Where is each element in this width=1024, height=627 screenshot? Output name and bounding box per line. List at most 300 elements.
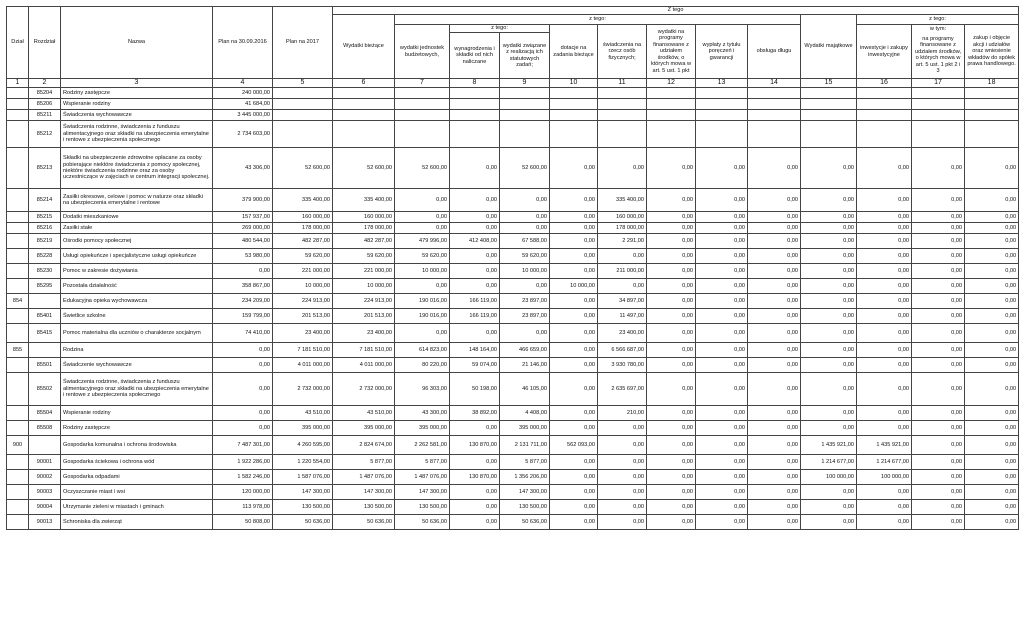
cell-value: 0,00 [647, 373, 696, 406]
cell-value: 0,00 [213, 343, 273, 358]
cell-value [696, 88, 748, 99]
cell-value: 0,00 [647, 264, 696, 279]
cell-rozdzial: 85502 [29, 373, 61, 406]
cell-value: 0,00 [647, 309, 696, 324]
cell-value: 562 093,00 [550, 436, 598, 455]
cell-value: 0,00 [598, 148, 647, 189]
cell-value: 0,00 [450, 249, 500, 264]
cell-value: 0,00 [647, 421, 696, 436]
cell-nazwa: Edukacyjna opieka wychowawcza [61, 294, 213, 309]
cell-rozdzial: 85211 [29, 110, 61, 121]
cell-value: 0,00 [965, 406, 1019, 421]
cell-nazwa: Rodziny zastępcze [61, 421, 213, 436]
cell-value: 23 897,00 [500, 309, 550, 324]
cell-value: 0,00 [857, 148, 912, 189]
cell-value [857, 121, 912, 148]
cell-value [801, 110, 857, 121]
cell-value: 0,00 [965, 373, 1019, 406]
cell-value [550, 88, 598, 99]
cell-value: 0,00 [965, 485, 1019, 500]
cell-value: 0,00 [857, 223, 912, 234]
table-row [7, 212, 1019, 223]
cell-value: 159 799,00 [213, 309, 273, 324]
cell-value: 0,00 [748, 373, 801, 406]
cell-value: 0,00 [696, 212, 748, 223]
cell-value: 358 867,00 [213, 279, 273, 294]
cell-value: 0,00 [647, 515, 696, 530]
cell-value: 2 131 711,00 [500, 436, 550, 455]
cell-value: 52 600,00 [273, 148, 333, 189]
cell-value: 0,00 [857, 485, 912, 500]
cell-value: 2 291,00 [598, 234, 647, 249]
cell-rozdzial [29, 294, 61, 309]
cell-value: 0,00 [857, 324, 912, 343]
cell-value: 0,00 [801, 358, 857, 373]
cell-value: 0,00 [696, 309, 748, 324]
cell-value [647, 121, 696, 148]
cell-value: 0,00 [550, 234, 598, 249]
cell-value [273, 110, 333, 121]
cell-dzial [7, 309, 29, 324]
cell-nazwa: Świadczenie wychowawcze [61, 358, 213, 373]
cell-value: 0,00 [696, 324, 748, 343]
cell-value [965, 110, 1019, 121]
cell-value: 0,00 [550, 358, 598, 373]
cell-value: 0,00 [598, 485, 647, 500]
cell-nazwa: Gospodarka komunalna i ochrona środowiska [61, 436, 213, 455]
cell-value: 0,00 [696, 279, 748, 294]
cell-value: 0,00 [748, 470, 801, 485]
cell-value: 221 000,00 [333, 264, 395, 279]
col-wydatki-biezace: Wydatki bieżące [333, 15, 395, 79]
cell-value: 160 000,00 [333, 212, 395, 223]
cell-value: 50 636,00 [273, 515, 333, 530]
cell-value: 100 000,00 [801, 470, 857, 485]
table-row [7, 223, 1019, 234]
table-row [7, 264, 1019, 279]
cell-value: 0,00 [912, 212, 965, 223]
cell-dzial [7, 223, 29, 234]
cell-value: 0,00 [748, 189, 801, 212]
cell-value: 7 487 301,00 [213, 436, 273, 455]
cell-value: 166 119,00 [450, 309, 500, 324]
cell-value: 0,00 [550, 373, 598, 406]
cell-value: 52 600,00 [333, 148, 395, 189]
cell-value: 0,00 [500, 324, 550, 343]
cell-value: 0,00 [965, 279, 1019, 294]
cell-rozdzial: 85219 [29, 234, 61, 249]
cell-value: 0,00 [550, 189, 598, 212]
cell-value [273, 121, 333, 148]
cell-value: 0,00 [647, 148, 696, 189]
cell-value: 130 500,00 [273, 500, 333, 515]
cell-value: 0,00 [598, 500, 647, 515]
cell-value [395, 88, 450, 99]
cell-value: 43 306,00 [213, 148, 273, 189]
cell-value: 0,00 [450, 421, 500, 436]
cell-value [965, 121, 1019, 148]
cell-value: 0,00 [647, 294, 696, 309]
cell-value: 23 400,00 [273, 324, 333, 343]
cell-dzial [7, 358, 29, 373]
cell-value: 379 900,00 [213, 189, 273, 212]
cell-value: 0,00 [748, 264, 801, 279]
col-w-tym: w tym: [912, 25, 965, 33]
cell-value: 0,00 [647, 436, 696, 455]
cell-value: 52 600,00 [395, 148, 450, 189]
cell-value: 0,00 [647, 212, 696, 223]
col-rozdzial: Rozdział [29, 7, 61, 79]
cell-value: 0,00 [647, 406, 696, 421]
cell-nazwa: Gospodarka odpadami [61, 470, 213, 485]
cell-value [801, 88, 857, 99]
cell-value: 100 000,00 [857, 470, 912, 485]
cell-value: 0,00 [965, 212, 1019, 223]
cell-value: 0,00 [696, 343, 748, 358]
cell-value: 0,00 [450, 324, 500, 343]
cell-value: 1 214 677,00 [857, 455, 912, 470]
cell-value [801, 121, 857, 148]
cell-value: 5 877,00 [500, 455, 550, 470]
cell-value: 23 400,00 [598, 324, 647, 343]
cell-value: 130 870,00 [450, 470, 500, 485]
cell-value: 0,00 [647, 189, 696, 212]
col-z-tego-majatkowe: z tego: [857, 15, 1019, 25]
cell-value: 46 105,00 [500, 373, 550, 406]
column-index-row [7, 79, 1019, 88]
cell-dzial [7, 406, 29, 421]
cell-value: 0,00 [912, 234, 965, 249]
col-wydatki-programy: wydatki na programy finansowane z udziałem środków, o których mowa w art. 5 ust. 1 pkt [647, 25, 696, 79]
cell-value: 0,00 [801, 264, 857, 279]
cell-value: 59 620,00 [273, 249, 333, 264]
cell-value: 0,00 [696, 515, 748, 530]
cell-value: 0,00 [965, 515, 1019, 530]
cell-dzial [7, 279, 29, 294]
cell-value: 59 620,00 [500, 249, 550, 264]
cell-value: 0,00 [912, 264, 965, 279]
cell-nazwa: Wspieranie rodziny [61, 406, 213, 421]
cell-value: 190 016,00 [395, 294, 450, 309]
cell-value [598, 110, 647, 121]
cell-value: 0,00 [696, 264, 748, 279]
cell-value: 4 408,00 [500, 406, 550, 421]
cell-value: 234 209,00 [213, 294, 273, 309]
cell-value: 0,00 [598, 421, 647, 436]
column-index-cell: 9 [500, 79, 550, 88]
cell-value: 0,00 [912, 343, 965, 358]
cell-value: 395 000,00 [333, 421, 395, 436]
cell-rozdzial [29, 436, 61, 455]
cell-nazwa: Dodatki mieszkaniowe [61, 212, 213, 223]
cell-value: 0,00 [965, 264, 1019, 279]
cell-value [598, 99, 647, 110]
col-dotacje: dotacje na zadania bieżące [550, 25, 598, 79]
cell-dzial [7, 88, 29, 99]
cell-value: 0,00 [857, 373, 912, 406]
cell-value [857, 99, 912, 110]
cell-value: 0,00 [801, 279, 857, 294]
col-dzial: Dział [7, 7, 29, 79]
cell-value: 0,00 [857, 189, 912, 212]
cell-nazwa: Ośrodki pomocy społecznej [61, 234, 213, 249]
cell-value: 2 732 000,00 [333, 373, 395, 406]
cell-value: 0,00 [857, 234, 912, 249]
cell-value: 0,00 [857, 309, 912, 324]
cell-value: 201 513,00 [333, 309, 395, 324]
cell-value: 0,00 [696, 234, 748, 249]
cell-value [647, 110, 696, 121]
cell-rozdzial: 85228 [29, 249, 61, 264]
cell-value: 0,00 [801, 189, 857, 212]
cell-value: 0,00 [912, 324, 965, 343]
cell-value: 50 636,00 [395, 515, 450, 530]
cell-value: 0,00 [450, 148, 500, 189]
cell-value: 0,00 [965, 249, 1019, 264]
table-row [7, 189, 1019, 212]
cell-rozdzial: 85214 [29, 189, 61, 212]
cell-value: 3 930 780,00 [598, 358, 647, 373]
cell-value: 0,00 [450, 500, 500, 515]
cell-value: 0,00 [500, 189, 550, 212]
cell-value: 0,00 [696, 500, 748, 515]
cell-value: 178 000,00 [273, 223, 333, 234]
cell-value: 80 220,00 [395, 358, 450, 373]
cell-value: 201 513,00 [273, 309, 333, 324]
cell-value: 0,00 [857, 406, 912, 421]
cell-value [500, 88, 550, 99]
cell-value: 480 544,00 [213, 234, 273, 249]
cell-value: 7 181 510,00 [273, 343, 333, 358]
cell-value: 0,00 [450, 485, 500, 500]
table-header [7, 7, 1019, 88]
cell-value: 4 011 000,00 [333, 358, 395, 373]
column-index-cell: 6 [333, 79, 395, 88]
cell-dzial [7, 470, 29, 485]
col-swiadczenia: świadczenia na rzecz osób fizycznych; [598, 25, 647, 79]
cell-value: 0,00 [857, 358, 912, 373]
cell-value: 0,00 [696, 373, 748, 406]
cell-value [450, 121, 500, 148]
cell-nazwa: Rodzina [61, 343, 213, 358]
cell-rozdzial: 90013 [29, 515, 61, 530]
cell-value [500, 121, 550, 148]
cell-value: 0,00 [550, 406, 598, 421]
cell-dzial [7, 212, 29, 223]
cell-value: 0,00 [647, 249, 696, 264]
cell-value [696, 99, 748, 110]
cell-value: 0,00 [801, 500, 857, 515]
cell-value: 335 400,00 [273, 189, 333, 212]
cell-value: 2 262 581,00 [395, 436, 450, 455]
col-obsluga-dlugu: obsługa długu [748, 25, 801, 79]
cell-value: 0,00 [748, 148, 801, 189]
cell-value: 412 408,00 [450, 234, 500, 249]
cell-dzial [7, 249, 29, 264]
cell-value: 59 620,00 [395, 249, 450, 264]
cell-dzial [7, 485, 29, 500]
cell-value: 0,00 [598, 249, 647, 264]
cell-value: 0,00 [857, 212, 912, 223]
cell-rozdzial: 90002 [29, 470, 61, 485]
cell-value: 0,00 [550, 500, 598, 515]
cell-value: 0,00 [647, 500, 696, 515]
cell-value: 0,00 [912, 189, 965, 212]
cell-value [395, 110, 450, 121]
cell-value: 0,00 [550, 515, 598, 530]
cell-nazwa: Składki na ubezpieczenie zdrowotne opłacane za osoby pobierające niektóre świadczenia z pomocy społecznej, niektóre świadczenia rodzinne oraz za osoby uczestniczące w zajęciach w centrum integracji społecznej. [61, 148, 213, 189]
cell-dzial [7, 421, 29, 436]
col-na-programy: na programy finansowane z udziałem środków, o których mowa w art. 5 ust. 1 pkt 2 i 3 [912, 33, 965, 79]
cell-value: 0,00 [912, 358, 965, 373]
cell-value: 0,00 [857, 515, 912, 530]
cell-value: 113 978,00 [213, 500, 273, 515]
cell-value: 147 300,00 [395, 485, 450, 500]
cell-dzial [7, 500, 29, 515]
cell-value: 67 588,00 [500, 234, 550, 249]
cell-dzial [7, 234, 29, 249]
cell-value [450, 88, 500, 99]
cell-nazwa: Rodziny zastępcze [61, 88, 213, 99]
table-row [7, 436, 1019, 455]
cell-value: 0,00 [450, 189, 500, 212]
cell-dzial: 900 [7, 436, 29, 455]
cell-value: 0,00 [647, 223, 696, 234]
cell-value [748, 88, 801, 99]
cell-value: 41 684,00 [213, 99, 273, 110]
cell-rozdzial: 85401 [29, 309, 61, 324]
cell-rozdzial: 85504 [29, 406, 61, 421]
cell-value: 3 445 000,00 [213, 110, 273, 121]
column-index-cell: 5 [273, 79, 333, 88]
col-plan-2017: Plan na 2017 [273, 7, 333, 79]
cell-value: 10 000,00 [500, 264, 550, 279]
cell-value: 0,00 [500, 212, 550, 223]
cell-dzial: 855 [7, 343, 29, 358]
cell-value: 130 500,00 [333, 500, 395, 515]
cell-value: 11 497,00 [598, 309, 647, 324]
table-row [7, 88, 1019, 99]
cell-rozdzial: 85216 [29, 223, 61, 234]
cell-value: 0,00 [696, 436, 748, 455]
cell-value: 148 164,00 [450, 343, 500, 358]
cell-value: 0,00 [912, 470, 965, 485]
cell-value: 4 011 000,00 [273, 358, 333, 373]
cell-dzial [7, 264, 29, 279]
cell-value: 5 877,00 [333, 455, 395, 470]
cell-value: 0,00 [213, 373, 273, 406]
cell-value: 0,00 [450, 279, 500, 294]
budget-table [6, 6, 1019, 530]
cell-value: 0,00 [647, 455, 696, 470]
cell-value: 0,00 [857, 294, 912, 309]
cell-value: 1 487 076,00 [395, 470, 450, 485]
cell-value: 0,00 [748, 324, 801, 343]
cell-value: 0,00 [801, 515, 857, 530]
cell-rozdzial: 90001 [29, 455, 61, 470]
cell-value: 269 000,00 [213, 223, 273, 234]
cell-dzial [7, 110, 29, 121]
table-row [7, 373, 1019, 406]
cell-dzial [7, 515, 29, 530]
table-row [7, 99, 1019, 110]
cell-value: 50 808,00 [213, 515, 273, 530]
column-index-cell: 4 [213, 79, 273, 88]
cell-value: 4 260 595,00 [273, 436, 333, 455]
cell-nazwa: Utrzymanie zieleni w miastach i gminach [61, 500, 213, 515]
cell-value [333, 88, 395, 99]
column-index-cell: 14 [748, 79, 801, 88]
cell-value: 0,00 [965, 358, 1019, 373]
cell-value [550, 99, 598, 110]
cell-value: 147 300,00 [333, 485, 395, 500]
cell-value: 0,00 [550, 343, 598, 358]
cell-value: 43 300,00 [395, 406, 450, 421]
cell-value [450, 110, 500, 121]
cell-nazwa: Usługi opiekuńcze i specjalistyczne usługi opiekuńcze [61, 249, 213, 264]
cell-value: 53 980,00 [213, 249, 273, 264]
cell-value: 0,00 [965, 223, 1019, 234]
cell-value: 10 000,00 [395, 264, 450, 279]
cell-value: 0,00 [801, 421, 857, 436]
cell-value: 395 000,00 [395, 421, 450, 436]
cell-value: 50 198,00 [450, 373, 500, 406]
col-wydatki-majatkowe: Wydatki majątkowe [801, 15, 857, 79]
cell-nazwa: Świetlice szkolne [61, 309, 213, 324]
cell-value: 0,00 [647, 470, 696, 485]
cell-value: 52 600,00 [500, 148, 550, 189]
cell-value: 0,00 [912, 515, 965, 530]
cell-value: 1 214 677,00 [801, 455, 857, 470]
cell-value: 0,00 [748, 294, 801, 309]
table-row [7, 234, 1019, 249]
cell-value: 0,00 [801, 343, 857, 358]
cell-value: 0,00 [912, 309, 965, 324]
cell-value: 0,00 [748, 421, 801, 436]
column-index-cell: 7 [395, 79, 450, 88]
column-index-cell: 15 [801, 79, 857, 88]
cell-value: 0,00 [912, 485, 965, 500]
cell-value: 0,00 [550, 212, 598, 223]
table-row [7, 324, 1019, 343]
table-row [7, 148, 1019, 189]
cell-value: 1 587 076,00 [273, 470, 333, 485]
cell-value: 0,00 [748, 223, 801, 234]
cell-nazwa: Schroniska dla zwierząt [61, 515, 213, 530]
cell-value: 147 300,00 [273, 485, 333, 500]
cell-value [912, 99, 965, 110]
cell-value: 224 913,00 [333, 294, 395, 309]
cell-value: 1 435 921,00 [857, 436, 912, 455]
cell-value: 6 566 687,00 [598, 343, 647, 358]
cell-rozdzial: 85204 [29, 88, 61, 99]
cell-value [748, 110, 801, 121]
cell-nazwa: Świadczenia rodzinne, świadczenia z funduszu alimentacyjnego oraz składki na ubezpieczenia emerytalne i rentowe z ubezpieczenia społecznego [61, 373, 213, 406]
cell-value: 0,00 [857, 500, 912, 515]
table-body [7, 88, 1019, 530]
cell-value: 0,00 [912, 373, 965, 406]
cell-value [801, 99, 857, 110]
cell-rozdzial: 85213 [29, 148, 61, 189]
cell-value: 157 937,00 [213, 212, 273, 223]
cell-value: 120 000,00 [213, 485, 273, 500]
cell-value [912, 121, 965, 148]
table-row [7, 406, 1019, 421]
cell-value [333, 121, 395, 148]
cell-value: 0,00 [912, 406, 965, 421]
cell-nazwa: Wspieranie rodziny [61, 99, 213, 110]
cell-value: 0,00 [801, 294, 857, 309]
